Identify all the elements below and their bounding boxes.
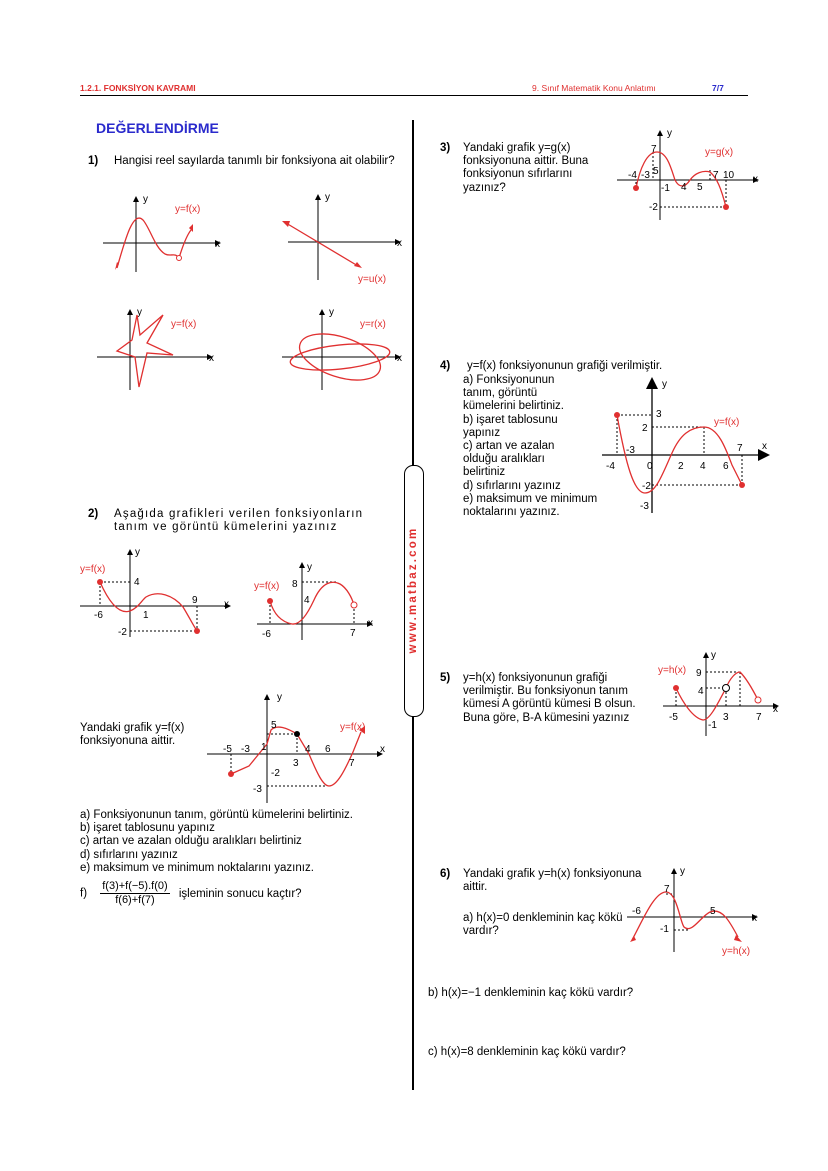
q1-graph-c: [95, 305, 225, 395]
header-course: 9. Sınıf Matematik Konu Anlatımı: [532, 83, 656, 93]
svg-text:-6: -6: [94, 610, 103, 621]
q2b-fraction: [100, 880, 169, 907]
svg-text:9: 9: [192, 595, 198, 606]
svg-text:3: 3: [656, 409, 662, 420]
q2b-fn-label: y=f(x): [340, 722, 366, 733]
q4-item-c: c) artan ve azalan olduğu aralıkları belirtiniz: [463, 440, 555, 479]
q2b-items: [80, 809, 400, 875]
svg-text:7: 7: [350, 628, 356, 639]
svg-text:-6: -6: [262, 629, 271, 640]
q2b-f-tail: işleminin sonucu kaçtır?: [178, 887, 302, 900]
svg-text:8: 8: [292, 579, 298, 590]
svg-text:x: x: [752, 913, 757, 924]
svg-text:4: 4: [304, 595, 310, 606]
svg-text:5: 5: [697, 182, 703, 193]
header-chapter: 1.2.1. FONKSİYON KAVRAMI: [80, 83, 196, 93]
svg-text:x: x: [762, 441, 767, 452]
q5-graph: [658, 648, 783, 738]
svg-text:7: 7: [737, 443, 743, 454]
q6-graph: [622, 862, 772, 962]
svg-text:2: 2: [642, 423, 648, 434]
q2b-item-c: c) artan ve azalan olduğu aralıkları belirtiniz: [80, 835, 302, 848]
q3-text: Yandaki grafik y=g(x) fonksiyonuna aittir. Buna fonksiyonun sıfırlarını yazınız?: [463, 142, 589, 194]
svg-text:x: x: [209, 353, 214, 364]
section-title: DEĞERLENDİRME: [96, 120, 219, 136]
svg-text:x: x: [397, 238, 402, 249]
q6-fn-label: y=h(x): [722, 946, 751, 957]
q2g1-fn-label: y=f(x): [80, 564, 106, 575]
svg-text:-1: -1: [708, 720, 717, 731]
q2b-f-label: f): [80, 887, 88, 900]
svg-text:4: 4: [305, 744, 311, 755]
svg-text:-3: -3: [241, 744, 250, 755]
svg-text:-4: -4: [606, 461, 615, 472]
q1-text: Hangisi reel sayılarda tanımlı bir fonksiyona ait olabilir?: [114, 155, 395, 167]
q2b-item-f: [80, 880, 302, 907]
svg-text:x: x: [753, 174, 758, 185]
q4-item-d: d) sıfırlarını yazınız: [463, 479, 561, 492]
q1-graph-a: [95, 190, 225, 275]
svg-text:y: y: [680, 866, 685, 877]
svg-text:-5: -5: [669, 712, 678, 723]
svg-text:-2: -2: [271, 768, 280, 779]
svg-text:10: 10: [723, 170, 735, 181]
svg-text:y: y: [137, 307, 142, 318]
q1d-fn-label: y=r(x): [360, 319, 386, 330]
q2b-graph: [205, 688, 395, 806]
svg-text:y: y: [135, 547, 140, 558]
svg-text:4: 4: [698, 686, 704, 697]
svg-text:y: y: [662, 379, 667, 390]
q2b-item-a: a) Fonksiyonunun tanım, görüntü kümelerini belirtiniz.: [80, 809, 353, 821]
q6-a: a) h(x)=0 denkleminin kaç kökü vardır?: [463, 912, 623, 938]
svg-text:3: 3: [723, 712, 729, 723]
svg-text:y: y: [711, 650, 716, 661]
svg-text:-5: -5: [223, 744, 232, 755]
q6-c: c) h(x)=8 denkleminin kaç kökü vardır?: [428, 1046, 626, 1058]
svg-text:x: x: [397, 353, 402, 364]
header-rule: [80, 95, 748, 96]
page-number: 7/7: [712, 83, 724, 93]
svg-text:3: 3: [293, 758, 299, 769]
svg-text:y: y: [667, 128, 672, 139]
svg-text:x: x: [224, 599, 229, 610]
q3-fn-label: y=g(x): [705, 147, 734, 158]
q1-graph-d: [280, 305, 410, 395]
q3-number: 3): [440, 142, 451, 154]
q3-graph: [615, 128, 765, 223]
svg-text:5: 5: [271, 720, 277, 731]
q2-graph-1: [78, 545, 243, 645]
svg-text:4: 4: [134, 577, 140, 588]
q4-item-a: a) Fonksiyonunun tanım, görüntü kümelerini belirtiniz.: [463, 374, 564, 413]
q2-graph-2: [252, 560, 382, 645]
q6-number: 6): [440, 868, 451, 880]
svg-text:5: 5: [710, 906, 716, 917]
svg-text:x: x: [773, 704, 778, 715]
q5-text: y=h(x) fonksiyonunun grafiği verilmiştir. Bu fonksiyonun tanım kümesi A görüntü kümesi B olsun. Buna göre, B-A kümesini yazınız: [463, 672, 636, 724]
q2-number: 2): [88, 508, 99, 520]
q6-b: b) h(x)=−1 denkleminin kaç kökü vardır?: [428, 987, 634, 999]
svg-text:-4: -4: [628, 170, 637, 181]
svg-text:9: 9: [696, 668, 702, 679]
svg-text:1: 1: [143, 610, 149, 621]
svg-text:6: 6: [325, 744, 331, 755]
q4-fn-label: y=f(x): [714, 417, 740, 428]
svg-text:6: 6: [723, 461, 729, 472]
svg-text:y: y: [277, 692, 282, 703]
q4-item-e: e) maksimum ve minimum noktalarını yazınız.: [463, 492, 598, 519]
q4-graph: [600, 375, 775, 515]
svg-text:1: 1: [261, 742, 267, 753]
svg-text:-3: -3: [641, 170, 650, 181]
q2b-item-d: d) sıfırlarını yazınız: [80, 848, 178, 861]
q2g2-fn-label: y=f(x): [254, 581, 280, 592]
svg-text:-3: -3: [253, 784, 262, 795]
q2b-intro: Yandaki grafik y=f(x) fonksiyonuna aittir.: [80, 722, 185, 748]
q1a-fn-label: y=f(x): [175, 204, 201, 215]
q4-number: 4): [440, 360, 451, 372]
svg-text:-2: -2: [118, 627, 127, 638]
svg-text:7: 7: [349, 758, 355, 769]
q4-text: y=f(x) fonksiyonunun grafiği verilmiştir.: [467, 360, 663, 372]
svg-text:7: 7: [713, 170, 719, 181]
svg-text:-2: -2: [642, 481, 651, 492]
svg-text:x: x: [380, 744, 385, 755]
svg-text:4: 4: [700, 461, 706, 472]
svg-text:0: 0: [647, 461, 653, 472]
svg-text:y: y: [307, 562, 312, 573]
svg-text:4: 4: [681, 182, 687, 193]
q1-graph-b: [280, 190, 410, 285]
svg-text:-1: -1: [661, 183, 670, 194]
svg-text:7: 7: [651, 144, 657, 155]
watermark: www.matbaz.com: [407, 526, 419, 654]
svg-text:y: y: [325, 192, 330, 203]
q6-text: Yandaki grafik y=h(x) fonksiyonuna aittir.: [463, 868, 642, 894]
q2b-item-b: b) işaret tablosunu yapınız: [80, 822, 215, 835]
q1c-fn-label: y=f(x): [171, 319, 197, 330]
q4-items: [463, 374, 598, 519]
svg-text:7: 7: [756, 712, 762, 723]
svg-text:-2: -2: [649, 202, 658, 213]
q5-fn-label: y=h(x): [658, 665, 687, 676]
svg-text:x: x: [368, 618, 373, 629]
svg-text:-1: -1: [660, 924, 669, 935]
svg-text:y: y: [329, 307, 334, 318]
q1b-fn-label: y=u(x): [358, 274, 387, 285]
q4-item-b: b) işaret tablosunu yapınız: [463, 413, 558, 439]
q5-number: 5): [440, 672, 451, 684]
svg-text:-6: -6: [632, 906, 641, 917]
svg-text:2: 2: [678, 461, 684, 472]
q2b-item-e: e) maksimum ve minimum noktalarını yazınız.: [80, 861, 314, 874]
svg-text:5: 5: [653, 166, 659, 177]
fraction-numerator: f(3)+f(−5).f(0): [100, 880, 169, 894]
q1a-y-label: y: [143, 194, 148, 205]
q2-text: Aşağıda grafikleri verilen fonksiyonların tanım ve görüntü kümelerini yazınız: [114, 508, 364, 534]
fraction-denominator: f(6)+f(7): [115, 894, 155, 907]
svg-text:7: 7: [664, 884, 670, 895]
svg-text:-3: -3: [640, 501, 649, 512]
q1a-x-label: x: [215, 239, 220, 250]
svg-text:-3: -3: [626, 445, 635, 456]
q1-number: 1): [88, 155, 99, 167]
